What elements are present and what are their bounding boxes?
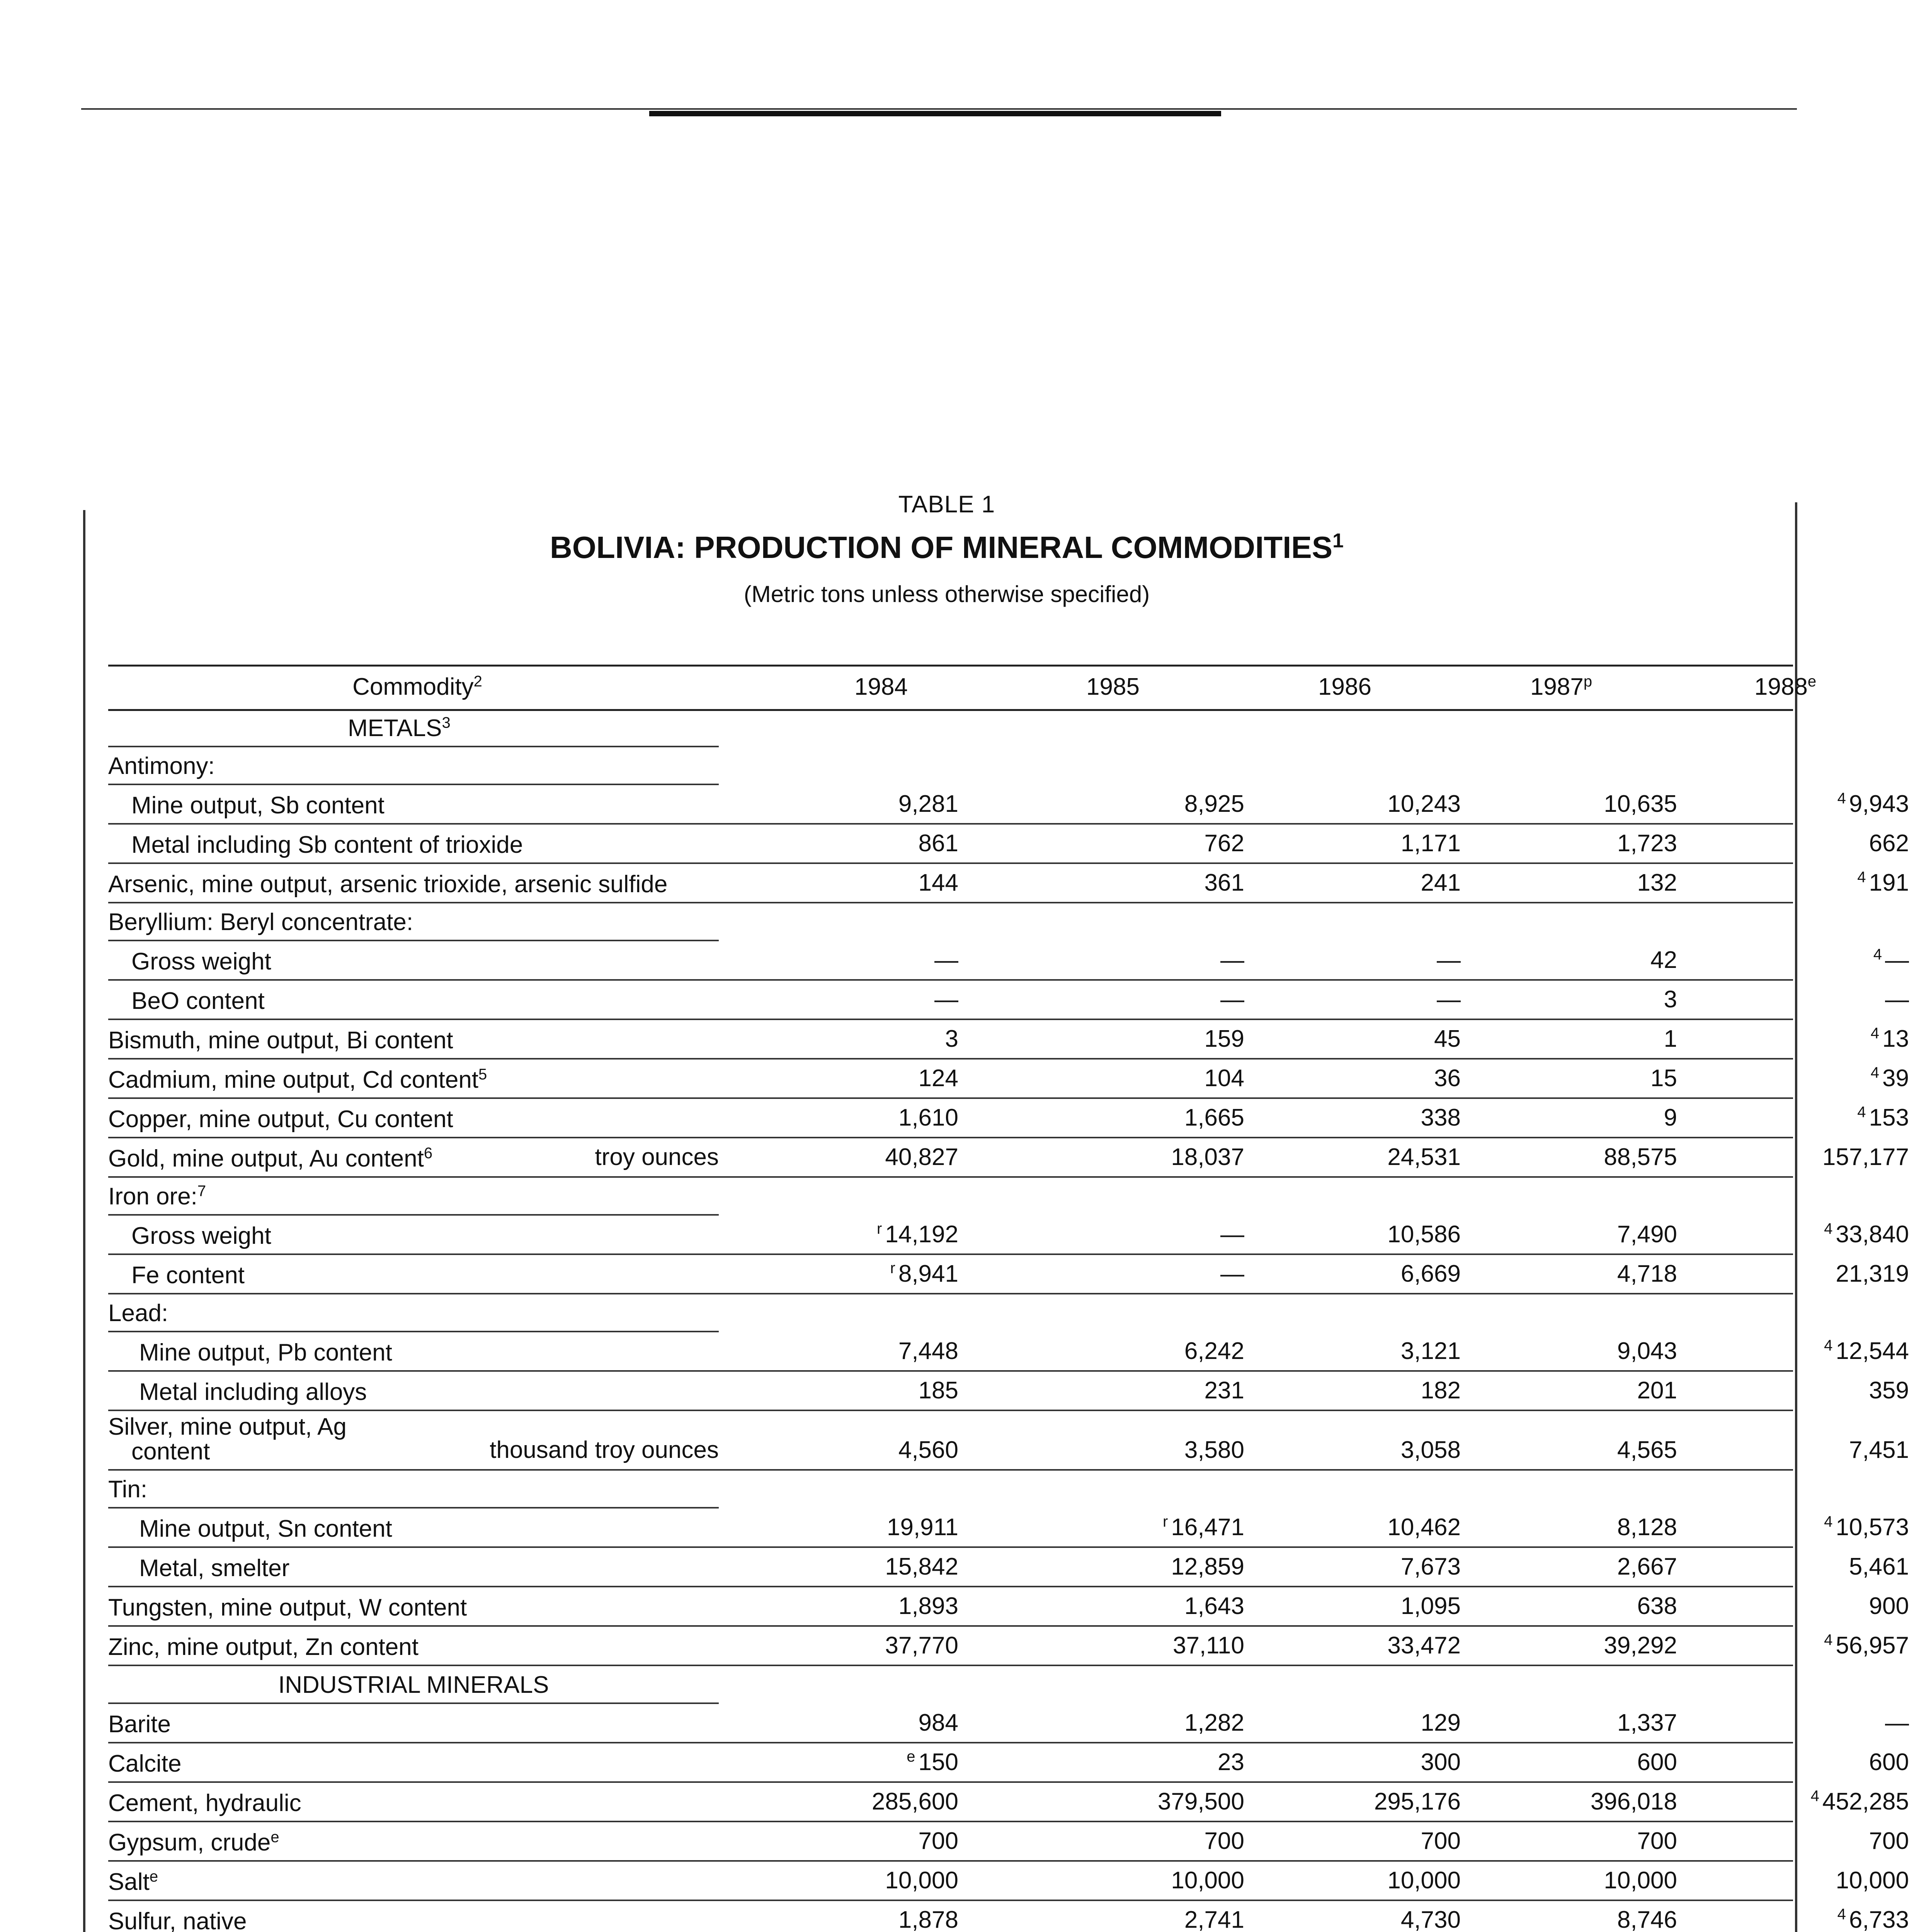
table-label: TABLE 1 [898,491,995,518]
value-1987: 1,723 [1617,830,1677,857]
table-row [108,1627,1909,1666]
group-label: Iron ore:$^7$ [108,1182,206,1210]
value-1987: 396,018 [1590,1788,1677,1815]
value-1988: $^4$ 12,544 [1824,1337,1909,1364]
value-1987: 10,000 [1604,1867,1677,1894]
group-iron-ore [108,1178,1793,1216]
value-1988: $^4$ 153 [1857,1104,1909,1131]
table-row [108,1138,1909,1178]
top-rule-heavy [649,111,1221,116]
row-label: Bismuth, mine output, Bi content [108,1027,453,1054]
table-row [108,1411,1909,1471]
value-1984: 1,893 [898,1593,958,1619]
value-1986: 4,730 [1400,1906,1461,1932]
value-1985: 10,000 [1171,1867,1244,1894]
table-row [108,1216,1909,1255]
value-1987: 4,565 [1617,1437,1677,1463]
table-row [108,1099,1909,1138]
row-label: Barite [108,1711,171,1738]
value-1987: 201 [1637,1377,1677,1404]
group-beryllium [108,903,1793,941]
table-row [108,1743,1909,1783]
value-1985: 12,859 [1171,1553,1244,1580]
value-1985: 361 [1204,869,1244,896]
value-1987: 42 [1650,947,1677,973]
value-1988: $^4$ 13 [1870,1025,1909,1052]
value-1987: 39,292 [1604,1632,1677,1659]
value-1984: 144 [918,869,958,896]
value-1988: $^4$ 9,943 [1837,790,1909,817]
value-1988: $^4$ 6,733 [1837,1906,1909,1932]
table-row [108,825,1909,864]
row-label: Tungsten, mine output, W content [108,1594,467,1621]
row-label: Zinc, mine output, Zn content [108,1634,419,1660]
row-label: Mine output, Pb content [139,1339,392,1366]
value-1985: 23 [1218,1749,1244,1776]
header-year: 1985 [1086,673,1140,700]
value-1988: — [1885,986,1909,1013]
value-1988: — [1885,1709,1909,1736]
value-1988: $^4$ 56,957 [1824,1631,1909,1659]
value-1987: 132 [1637,869,1677,896]
value-1988: 900 [1869,1593,1909,1619]
row-label: Mine output, Sb content [131,792,384,819]
value-1986: 1,095 [1400,1593,1461,1619]
value-1986: 7,673 [1400,1553,1461,1580]
value-1988: 359 [1869,1377,1909,1404]
table-row [108,1587,1909,1627]
value-1987: 600 [1637,1749,1677,1776]
header-year: 1986 [1318,673,1371,700]
row-label: Salt$^e$ [108,1868,158,1895]
row-label: Fe content [131,1262,245,1289]
value-1984: 19,911 [886,1514,958,1541]
value-1988: $^4$ 452,285 [1810,1787,1909,1815]
group-lead [108,1294,1793,1332]
table-row [108,785,1909,825]
value-1985: 18,037 [1171,1144,1244,1170]
value-1984: 40,827 [885,1144,958,1170]
value-1984: — [934,947,958,973]
value-1984: 10,000 [885,1867,958,1894]
value-1985: — [1220,1221,1244,1248]
production-table [108,665,1909,1932]
value-1984: 9,281 [898,791,958,817]
group-label: Antimony: [108,753,215,779]
value-1988: 5,461 [1849,1553,1909,1580]
section-metals [108,711,1793,747]
value-1988: 600 [1869,1749,1909,1776]
value-1986: — [1437,947,1461,973]
row-label: BeO content [131,988,265,1014]
value-1984: $^e$ 150 [907,1748,958,1776]
value-1986: 10,243 [1387,791,1461,817]
value-1987: 10,635 [1604,791,1677,817]
value-1988: 700 [1869,1828,1909,1854]
left-margin-line [83,510,85,1932]
value-1984: 124 [918,1065,958,1092]
value-1984: 185 [918,1377,958,1404]
table-row [108,1255,1909,1294]
row-label: Sulfur, native [108,1908,247,1932]
top-rule [81,108,1797,110]
table-row [108,1704,1909,1743]
table-row [108,981,1909,1020]
header-commodity: Commodity$^2$ [352,673,482,700]
row-label: Copper, mine output, Cu content [108,1106,453,1133]
table-row [108,1901,1909,1932]
value-1986: 10,462 [1387,1514,1461,1541]
section-industrial-minerals [108,1666,1793,1704]
value-1985: $^r$ 16,471 [1163,1513,1244,1541]
row-label: Cement, hydraulic [108,1790,301,1816]
value-1986: 338 [1421,1104,1461,1131]
value-1986: 241 [1421,869,1461,896]
table-header [108,665,1817,711]
value-1988: 662 [1869,830,1909,857]
row-label-cont: content [131,1438,210,1465]
group-tin [108,1471,1793,1509]
value-1985: — [1220,947,1244,973]
value-1987: 8,746 [1617,1906,1677,1932]
value-1986: 3,058 [1400,1437,1461,1463]
value-1984: 15,842 [885,1553,958,1580]
value-1987: 638 [1637,1593,1677,1619]
section-label: INDUSTRIAL MINERALS [278,1672,549,1698]
value-1987: 9,043 [1617,1338,1677,1364]
row-label: Calcite [108,1750,182,1777]
value-1987: 7,490 [1617,1221,1677,1248]
value-1987: 1 [1664,1026,1677,1052]
table-row [108,864,1909,903]
value-1985: 1,643 [1184,1593,1244,1619]
value-1984: 1,610 [898,1104,958,1131]
header-year: 1988e [1754,673,1817,700]
value-1986: 45 [1434,1026,1461,1052]
table-row [108,1332,1909,1372]
value-1987: 4,718 [1617,1260,1677,1287]
value-1984: 37,770 [885,1632,958,1659]
value-1988: $^4$ 10,573 [1824,1513,1909,1541]
row-unit: troy ounces [595,1144,719,1170]
value-1984: 285,600 [871,1788,958,1815]
value-1986: 36 [1434,1065,1461,1092]
table-row [108,1783,1909,1822]
value-1987: 1,337 [1617,1709,1677,1736]
value-1987: 88,575 [1604,1144,1677,1170]
value-1985: 104 [1204,1065,1244,1092]
header-year: 1984 [854,673,908,700]
value-1988: $^4$ 39 [1870,1064,1909,1092]
value-1987: 700 [1637,1828,1677,1854]
value-1987: 2,667 [1617,1553,1677,1580]
table-row [108,1822,1909,1862]
group-label: Lead: [108,1300,168,1327]
table-row [108,941,1909,981]
value-1986: 6,669 [1400,1260,1461,1287]
value-1988: 21,319 [1836,1260,1909,1287]
value-1988: 157,177 [1822,1144,1909,1170]
value-1984: 1,878 [898,1906,958,1932]
value-1986: 10,000 [1387,1867,1461,1894]
value-1985: 1,665 [1184,1104,1244,1131]
table-row [108,1060,1909,1099]
value-1987: 8,128 [1617,1514,1677,1541]
group-label: Beryllium: Beryl concentrate: [108,909,413,935]
value-1984: — [934,986,958,1013]
row-unit: thousand troy ounces [490,1437,719,1463]
value-1984: 4,560 [898,1437,958,1463]
value-1986: 33,472 [1387,1632,1461,1659]
table-subtitle: (Metric tons unless otherwise specified) [743,581,1150,607]
value-1984: 3 [945,1026,958,1052]
header-year: 1987$^p$ [1530,673,1592,700]
table-row [108,1862,1909,1901]
value-1986: 1,171 [1400,830,1461,857]
table-title: BOLIVIA: PRODUCTION OF MINERAL COMMODITIES$^1$ [550,529,1344,565]
row-label: Silver, mine output, Ag [108,1413,347,1440]
value-1985: 1,282 [1184,1709,1244,1736]
value-1988: $^4$ — [1873,946,1909,973]
value-1988: $^4$ 33,840 [1824,1220,1909,1248]
value-1984: $^r$ 14,192 [877,1220,958,1248]
value-1987: 3 [1664,986,1677,1013]
value-1984: 700 [918,1828,958,1854]
row-label: Gypsum, crude$^e$ [108,1828,279,1856]
value-1985: — [1220,986,1244,1013]
value-1986: 3,121 [1400,1338,1461,1364]
row-label: Gross weight [131,1223,271,1249]
value-1984: 861 [918,830,958,857]
row-label: Gross weight [131,948,271,975]
row-label: Metal, smelter [139,1555,290,1582]
value-1986: 295,176 [1374,1788,1461,1815]
value-1986: 182 [1421,1377,1461,1404]
group-label: Tin: [108,1476,148,1503]
value-1985: 231 [1204,1377,1244,1404]
value-1985: 700 [1204,1828,1244,1854]
value-1986: 129 [1421,1709,1461,1736]
row-label: Metal including Sb content of trioxide [131,832,523,858]
value-1988: $^4$ 191 [1857,869,1909,896]
value-1984: $^r$ 8,941 [890,1260,958,1287]
table-row [108,1020,1909,1060]
table-row [108,1509,1909,1548]
value-1985: 762 [1204,830,1244,857]
row-label: Gold, mine output, Au content$^6$ [108,1145,433,1172]
table-row [108,1372,1909,1411]
value-1985: 37,110 [1172,1632,1244,1659]
value-1985: 6,242 [1184,1338,1244,1364]
group-antimony [108,747,1793,785]
row-label: Mine output, Sn content [139,1515,392,1542]
row-label: Metal including alloys [139,1379,367,1405]
table-caption [386,491,1507,607]
value-1985: 2,741 [1184,1906,1244,1932]
row-label: Arsenic, mine output, arsenic trioxide, arsenic sulfide [108,871,668,898]
section-label: METALS$^3$ [348,714,451,742]
value-1988: 10,000 [1836,1867,1909,1894]
value-1985: — [1220,1260,1244,1287]
value-1986: 10,586 [1387,1221,1461,1248]
value-1987: 9 [1664,1104,1677,1131]
value-1985: 379,500 [1157,1788,1244,1815]
value-1988: 7,451 [1849,1437,1909,1463]
value-1986: 24,531 [1387,1144,1461,1170]
value-1985: 8,925 [1184,791,1244,817]
table-row [108,1548,1909,1587]
value-1985: 159 [1204,1026,1244,1052]
value-1987: 15 [1650,1065,1677,1092]
value-1986: — [1437,986,1461,1013]
value-1986: 700 [1421,1828,1461,1854]
value-1985: 3,580 [1184,1437,1244,1463]
value-1986: 300 [1421,1749,1461,1776]
value-1984: 7,448 [898,1338,958,1364]
value-1984: 984 [918,1709,958,1736]
row-label: Cadmium, mine output, Cd content$^5$ [108,1066,487,1093]
